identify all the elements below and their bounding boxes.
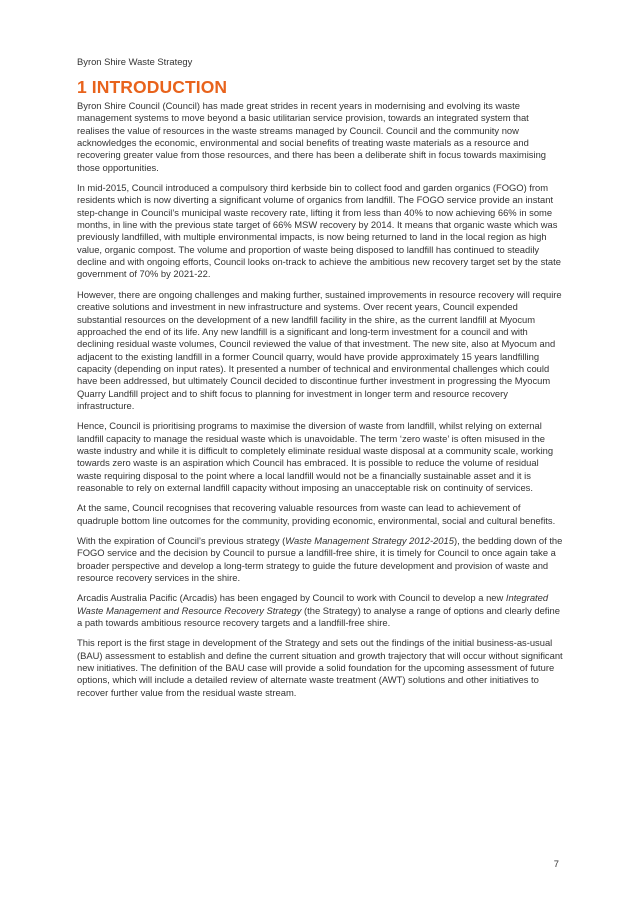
paragraph-7 [77,592,563,629]
running-header: Byron Shire Waste Strategy [77,56,193,67]
paragraph-1: Byron Shire Council (Council) has made great strides in recent years in modernising and evolving its waste management systems to move beyond a basic utilitarian service provision, towards an integrated system that realises the value of resources in the waste streams managed by Council. Council and the community now acknowledges the economic, environmental and social benefits of treating waste materials as a resource and recovering greater value from those resources, and there has been a deliberate shift in focus towards maximising those opportunities. [77,100,546,173]
paragraph-7-text-end: (the Strategy) to analyse a range of options and clearly define a path towards ambitious resource recovery targets and a landfill-free shire. [77,604,560,629]
paragraph-4: Hence, Council is prioritising programs to maximise the diversion of waste from landfill, whilst relying on external landfill capacity to manage the residual waste which is unavoidable. The term ‘zero waste’ is often misused in the waste industry and while it is difficult to completely eliminate residual waste disposal at a community scale, working towards zero waste is an aspiration which Council has embraced. It is possible to reduce the volume of residual waste requiring disposal to the point where a local landfill would not be a financially sustainable asset and it is reasonable to rely on external landfill capacity without imposing an unacceptable risk on continuity of services. [77,420,554,493]
body-text [77,100,563,707]
paragraph-2: In mid-2015, Council introduced a compulsory third kerbside bin to collect food and garden organics (FOGO) from residents which is now diverting a significant volume of organics from landfill. The FOGO service provide an instant step-change in Council’s municipal waste recovery rate, lifting it from less than 40% to now achieving 66% in some months, in line with the previous state target of 66% MSW recovery by 2014. It means that organic waste which was previously landfilled, with multiple environmental impacts, is now being returned to land in the local region as high value, organic compost. The volume and proportion of waste being disposed to landfill has continued to steadily decline and with ongoing efforts, Council looks on-track to achieve the ambitious new recovery target set by the state government of 70% by 2021-22. [77,182,561,280]
paragraph-6 [77,535,563,584]
paragraph-5: At the same, Council recognises that recovering valuable resources from waste can lead to achievement of quadruple bottom line outcomes for the community, providing economic, environmental, social and cultural benefits. [77,502,556,526]
section-title: 1 INTRODUCTION [77,77,228,97]
paragraph-6-text-start: With the expiration of Council’s previous strategy ( [77,535,286,546]
paragraph-6-text-end: ), the bedding down of the FOGO service and the decision by Council to pursue a landfill-free shire, it is timely for Council to once again take a broader perspective and develop a long-term strategy to guide the future development and provision of waste and resource recovery services in the shire. [77,535,563,584]
new-strategy-title: Integrated Waste Management and Resource Recovery Strategy [77,592,549,616]
previous-strategy-title: Waste Management Strategy 2012-2015 [285,535,454,546]
paragraph-3: However, there are ongoing challenges and making further, sustained improvements in resource recovery will require creative solutions and investment in new infrastructure and systems. Over recent years, Council expended substantial resources on the development of a new landfill facility in the shire, as the current landfill at Myocum approached the end of its life. Any new landfill is a significant and long-term investment for a council and with declining residual waste volumes, Council reviewed the value of that investment. The new site, also at Myocum and adjacent to the existing landfill in a former Council quarry, would have provide approximately 15 years landfilling capacity (depending on input rates). It presented a number of technical and environmental challenges which could have been addressed, but ultimately Council decided to discontinue further investment in progressing the Myocum Quarry Landfill project and to shift focus to planning for investment in longer term and resource recovery infrastructure. [77,288,562,411]
paragraph-8: This report is the first stage in development of the Strategy and sets out the findings of the initial business-as-usual (BAU) assessment to establish and define the current situation and growth trajectory that will occur without significant new initiatives. The definition of the BAU case will provide a solid foundation for the upcoming assessment of future options, which will include a detailed review of alternate waste treatment (AWT) solutions and other initiatives to recover further value from the residual waste stream. [77,637,563,698]
page-number: 7 [553,858,559,869]
paragraph-7-text-start: Arcadis Australia Pacific (Arcadis) has been engaged by Council to work with Council to develop a new [77,592,506,604]
